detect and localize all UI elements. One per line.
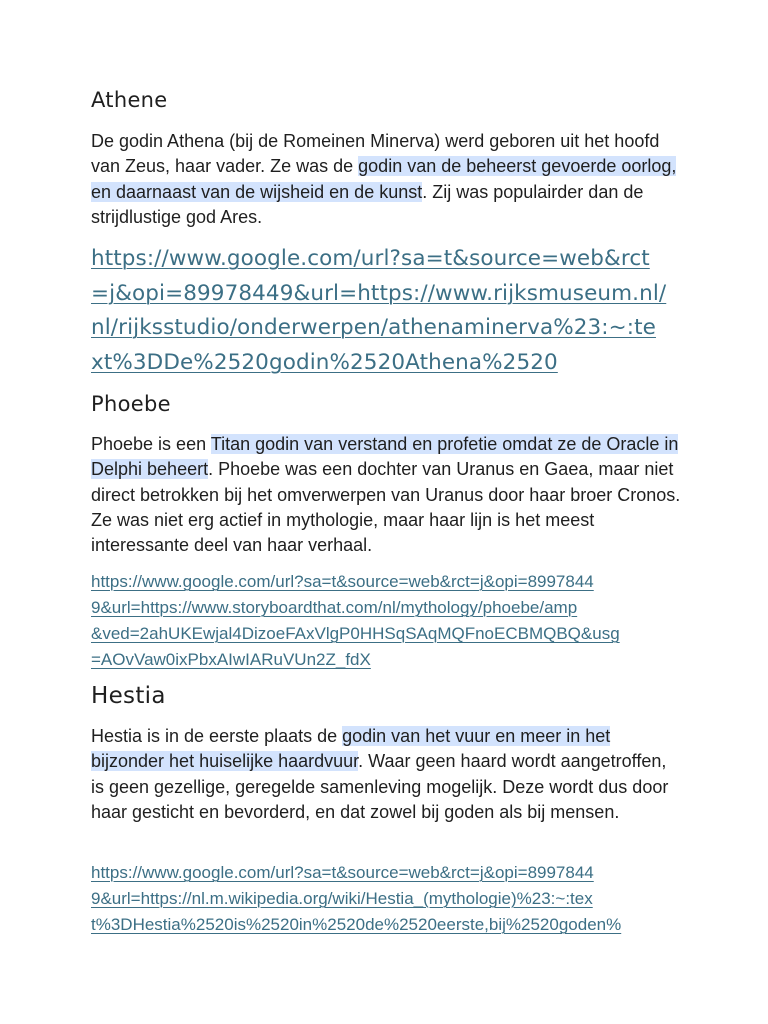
- highlight-phoebe: Titan godin van verstand en profetie omdat ze de Oracle in Delphi beheert: [91, 434, 679, 480]
- link-phoebe-line[interactable]: &ved=2ahUKEwjal4DizoeFAxVlgP0HHSqSAqMQFnoECBMQBQ&usg: [91, 624, 620, 643]
- highlight-athene: godin van de beheerst gevoerde oorlog, en daarnaast van de wijsheid en de kunst: [91, 156, 677, 202]
- link-athene-line[interactable]: xt%3DDe%2520godin%2520Athena%2520: [91, 349, 558, 375]
- link-hestia-line[interactable]: 9&url=https://nl.m.wikipedia.org/wiki/Hestia_(mythologie)%23:~:tex: [91, 889, 593, 908]
- link-phoebe[interactable]: [91, 569, 620, 673]
- paragraph-athene-text-end: . Zij was populairder dan de strijdlustige god Ares.: [91, 181, 644, 227]
- link-hestia[interactable]: [91, 860, 621, 938]
- paragraph-hestia-text: Hestia is in de eerste plaats de: [91, 726, 343, 746]
- link-phoebe-line[interactable]: 9&url=https://www.storyboardthat.com/nl/mythology/phoebe/amp: [91, 598, 578, 617]
- paragraph-phoebe-text-end: . Phoebe was een dochter van Uranus en Gaea, maar niet direct betrokken bij het omverwerpen van Uranus door haar broer Cronos. Ze was niet erg actief in mythologie, maar haar lijn is het meest interessante deel van haar verhaal.: [91, 459, 681, 556]
- highlight-hestia: godin van het vuur en meer in het bijzonder het huiselijke haardvuur: [91, 726, 611, 772]
- link-athene-line[interactable]: https://www.google.com/url?sa=t&source=web&rct: [91, 246, 650, 271]
- link-hestia-line[interactable]: https://www.google.com/url?sa=t&source=web&rct=j&opi=8997844: [91, 863, 594, 882]
- link-athene-line[interactable]: =j&opi=89978449&url=https://www.rijksmuseum.nl/: [91, 280, 667, 306]
- link-phoebe-line[interactable]: =AOvVaw0ixPbxAIwIARuVUn2Z_fdX: [91, 650, 371, 669]
- paragraph-phoebe: [91, 432, 681, 558]
- paragraph-phoebe-text: Phoebe is een: [91, 434, 211, 454]
- paragraph-hestia: [91, 724, 681, 825]
- paragraph-athene-text: De godin Athena (bij de Romeinen Minerva) werd geboren uit het hoofd van Zeus, haar vader. Ze was de: [91, 131, 660, 177]
- heading-athene: Athene: [91, 88, 168, 112]
- paragraph-hestia-text-end: . Waar geen haard wordt aangetroffen, is geen gezellige, geregelde samenleving mogelijk. Deze wordt dus door haar gesticht en bevorderd, en dat zowel bij goden als bij mensen.: [91, 751, 669, 822]
- link-hestia-line[interactable]: t%3DHestia%2520is%2520in%2520de%2520eerste,bij%2520goden%: [91, 915, 622, 934]
- paragraph-athene: [91, 129, 681, 230]
- link-phoebe-line[interactable]: https://www.google.com/url?sa=t&source=web&rct=j&opi=8997844: [91, 572, 594, 591]
- heading-hestia: Hestia: [91, 683, 166, 709]
- heading-phoebe: Phoebe: [91, 392, 171, 416]
- link-athene-line[interactable]: nl/rijksstudio/onderwerpen/athenaminerva%23:~:te: [91, 315, 656, 340]
- link-athene[interactable]: [91, 242, 666, 380]
